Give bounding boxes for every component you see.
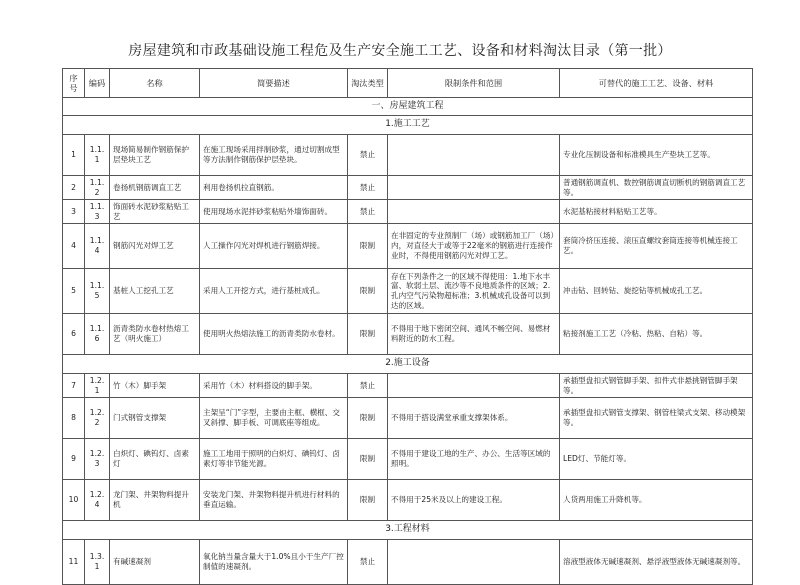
cell-seq: 5: [63, 269, 85, 314]
table-row: [63, 540, 753, 585]
elimination-catalog-table: [62, 68, 753, 585]
cell-alt: LED灯、节能灯等。: [560, 439, 753, 480]
cell-limit: [388, 176, 560, 200]
cell-limit: [388, 540, 560, 585]
cell-alt: 人货两用施工升降机等。: [560, 480, 753, 521]
cell-seq: 2: [63, 176, 85, 200]
subsection-title-process: 1.施工工艺: [63, 116, 753, 135]
cell-code: 1.3.1: [85, 540, 110, 585]
cell-type: 限制: [348, 398, 388, 439]
header-name: 名称: [110, 69, 200, 98]
header-desc: 简要描述: [200, 69, 348, 98]
cell-limit: [388, 374, 560, 398]
header-alt: 可替代的施工工艺、设备、材料: [560, 69, 753, 98]
table-row: [63, 224, 753, 269]
cell-name: 钢筋闪光对焊工艺: [110, 224, 200, 269]
cell-type: 禁止: [348, 540, 388, 585]
cell-name: 现场简易制作钢筋保护层垫块工艺: [110, 135, 200, 176]
cell-seq: 7: [63, 374, 85, 398]
cell-limit: 不得用于地下密闭空间、通风不畅空间、易燃材料附近的防水工程。: [388, 314, 560, 355]
cell-alt: 水泥基粘接材料粘贴工艺等。: [560, 200, 753, 224]
table-row: [63, 374, 753, 398]
cell-code: 1.1.3: [85, 200, 110, 224]
table-row: [63, 398, 753, 439]
cell-alt: 冲击钻、回转钻、旋挖钻等机械成孔工艺。: [560, 269, 753, 314]
cell-name: 竹（木）脚手架: [110, 374, 200, 398]
table-row: [63, 269, 753, 314]
table-row: [63, 314, 753, 355]
cell-desc: 使用现场水泥拌砂浆粘贴外墙饰面砖。: [200, 200, 348, 224]
section-row: [63, 98, 753, 116]
cell-alt: 承插型盘扣式钢管支撑架、钢管柱梁式支架、移动模架等。: [560, 398, 753, 439]
table-row: [63, 200, 753, 224]
cell-alt: 溶液型液体无碱速凝剂、悬浮液型液体无碱速凝剂等。: [560, 540, 753, 585]
cell-name: 白炽灯、碘钨灯、卤素灯: [110, 439, 200, 480]
subsection-title-materials: 3.工程材料: [63, 521, 753, 540]
cell-seq: 9: [63, 439, 85, 480]
cell-desc: 主架呈“门”字型，主要由主框、横框、交叉斜撑、脚手板、可调底座等组成。: [200, 398, 348, 439]
header-seq: 序号: [63, 69, 85, 98]
cell-seq: 1: [63, 135, 85, 176]
table-header-row: [63, 69, 753, 98]
cell-type: 限制: [348, 269, 388, 314]
cell-type: 禁止: [348, 135, 388, 176]
cell-seq: 6: [63, 314, 85, 355]
cell-alt: 套筒冷挤压连接、滚压直螺纹套筒连接等机械连接工艺。: [560, 224, 753, 269]
cell-limit: 不得用于建设工地的生产、办公、生活等区域的照明。: [388, 439, 560, 480]
cell-code: 1.2.3: [85, 439, 110, 480]
cell-desc: 人工操作闪光对焊机进行钢筋焊接。: [200, 224, 348, 269]
cell-name: 饰面砖水泥砂浆粘贴工艺: [110, 200, 200, 224]
cell-limit: [388, 135, 560, 176]
cell-desc: 采用人工开挖方式，进行基桩成孔。: [200, 269, 348, 314]
cell-seq: 3: [63, 200, 85, 224]
cell-name: 卷扬机钢筋调直工艺: [110, 176, 200, 200]
cell-desc: 采用竹（木）材料搭设的脚手架。: [200, 374, 348, 398]
cell-code: 1.1.4: [85, 224, 110, 269]
subsection-row: [63, 116, 753, 135]
cell-code: 1.2.2: [85, 398, 110, 439]
table-row: [63, 439, 753, 480]
cell-name: 龙门架、井架物料提升机: [110, 480, 200, 521]
cell-seq: 8: [63, 398, 85, 439]
document-title: 房屋建筑和市政基础设施工程危及生产安全施工工艺、设备和材料淘汰目录（第一批）: [128, 43, 672, 59]
cell-desc: 施工工地用于照明的白炽灯、碘钨灯、卤素灯等非节能光源。: [200, 439, 348, 480]
header-limit: 限制条件和范围: [388, 69, 560, 98]
cell-alt: 普通钢筋调直机、数控钢筋调直切断机的钢筋调直工艺等。: [560, 176, 753, 200]
cell-code: 1.1.5: [85, 269, 110, 314]
table-row: [63, 176, 753, 200]
cell-code: 1.2.4: [85, 480, 110, 521]
cell-desc: 安装龙门架、井架物料提升机进行材料的垂直运输。: [200, 480, 348, 521]
cell-name: 沥青类防水卷材热熔工艺（明火施工）: [110, 314, 200, 355]
cell-seq: 4: [63, 224, 85, 269]
cell-desc: 利用卷扬机拉直钢筋。: [200, 176, 348, 200]
cell-limit: 不得用于25米及以上的建设工程。: [388, 480, 560, 521]
cell-name: 有碱速凝剂: [110, 540, 200, 585]
section-title: 一、房屋建筑工程: [63, 98, 753, 116]
cell-code: 1.1.1: [85, 135, 110, 176]
header-code: 编码: [85, 69, 110, 98]
cell-alt: 专业化压制设备和标准模具生产垫块工艺等。: [560, 135, 753, 176]
cell-alt: 粘接剂施工工艺（冷粘、热粘、自粘）等。: [560, 314, 753, 355]
cell-type: 限制: [348, 314, 388, 355]
cell-name: 基桩人工挖孔工艺: [110, 269, 200, 314]
cell-desc: 使用明火热熔法施工的沥青类防水卷材。: [200, 314, 348, 355]
cell-desc: 氧化钠当量含量大于1.0%且小于生产厂控制值的速凝剂。: [200, 540, 348, 585]
cell-type: 禁止: [348, 200, 388, 224]
cell-type: 禁止: [348, 176, 388, 200]
cell-code: 1.1.6: [85, 314, 110, 355]
subsection-row: [63, 355, 753, 374]
cell-code: 1.2.1: [85, 374, 110, 398]
cell-code: 1.1.2: [85, 176, 110, 200]
cell-limit: [388, 200, 560, 224]
cell-type: 限制: [348, 224, 388, 269]
cell-limit: 在非固定的专业预制厂（场）或钢筋加工厂（场）内，对直径大于或等于22毫米的钢筋进行连接作业时，不得使用钢筋闪光对焊工艺。: [388, 224, 560, 269]
header-type: 淘汰类型: [348, 69, 388, 98]
cell-limit: 存在下列条件之一的区域不得使用：1.地下水丰富、软弱土层、流沙等不良地质条件的区域；2.孔内空气污染物超标准；3.机械成孔设备可以到达的区域。: [388, 269, 560, 314]
cell-desc: 在施工现场采用拌制砂浆，通过切割成型等方法制作钢筋保护层垫块。: [200, 135, 348, 176]
cell-type: 限制: [348, 439, 388, 480]
cell-type: 禁止: [348, 374, 388, 398]
cell-alt: 承插型盘扣式钢管脚手架、扣件式非悬挑钢管脚手架等。: [560, 374, 753, 398]
cell-seq: 11: [63, 540, 85, 585]
cell-type: 限制: [348, 480, 388, 521]
cell-seq: 10: [63, 480, 85, 521]
table-row: [63, 480, 753, 521]
subsection-row: [63, 521, 753, 540]
cell-limit: 不得用于搭设满堂承重支撑架体系。: [388, 398, 560, 439]
table-row: [63, 135, 753, 176]
subsection-title-equipment: 2.施工设备: [63, 355, 753, 374]
cell-name: 门式钢管支撑架: [110, 398, 200, 439]
